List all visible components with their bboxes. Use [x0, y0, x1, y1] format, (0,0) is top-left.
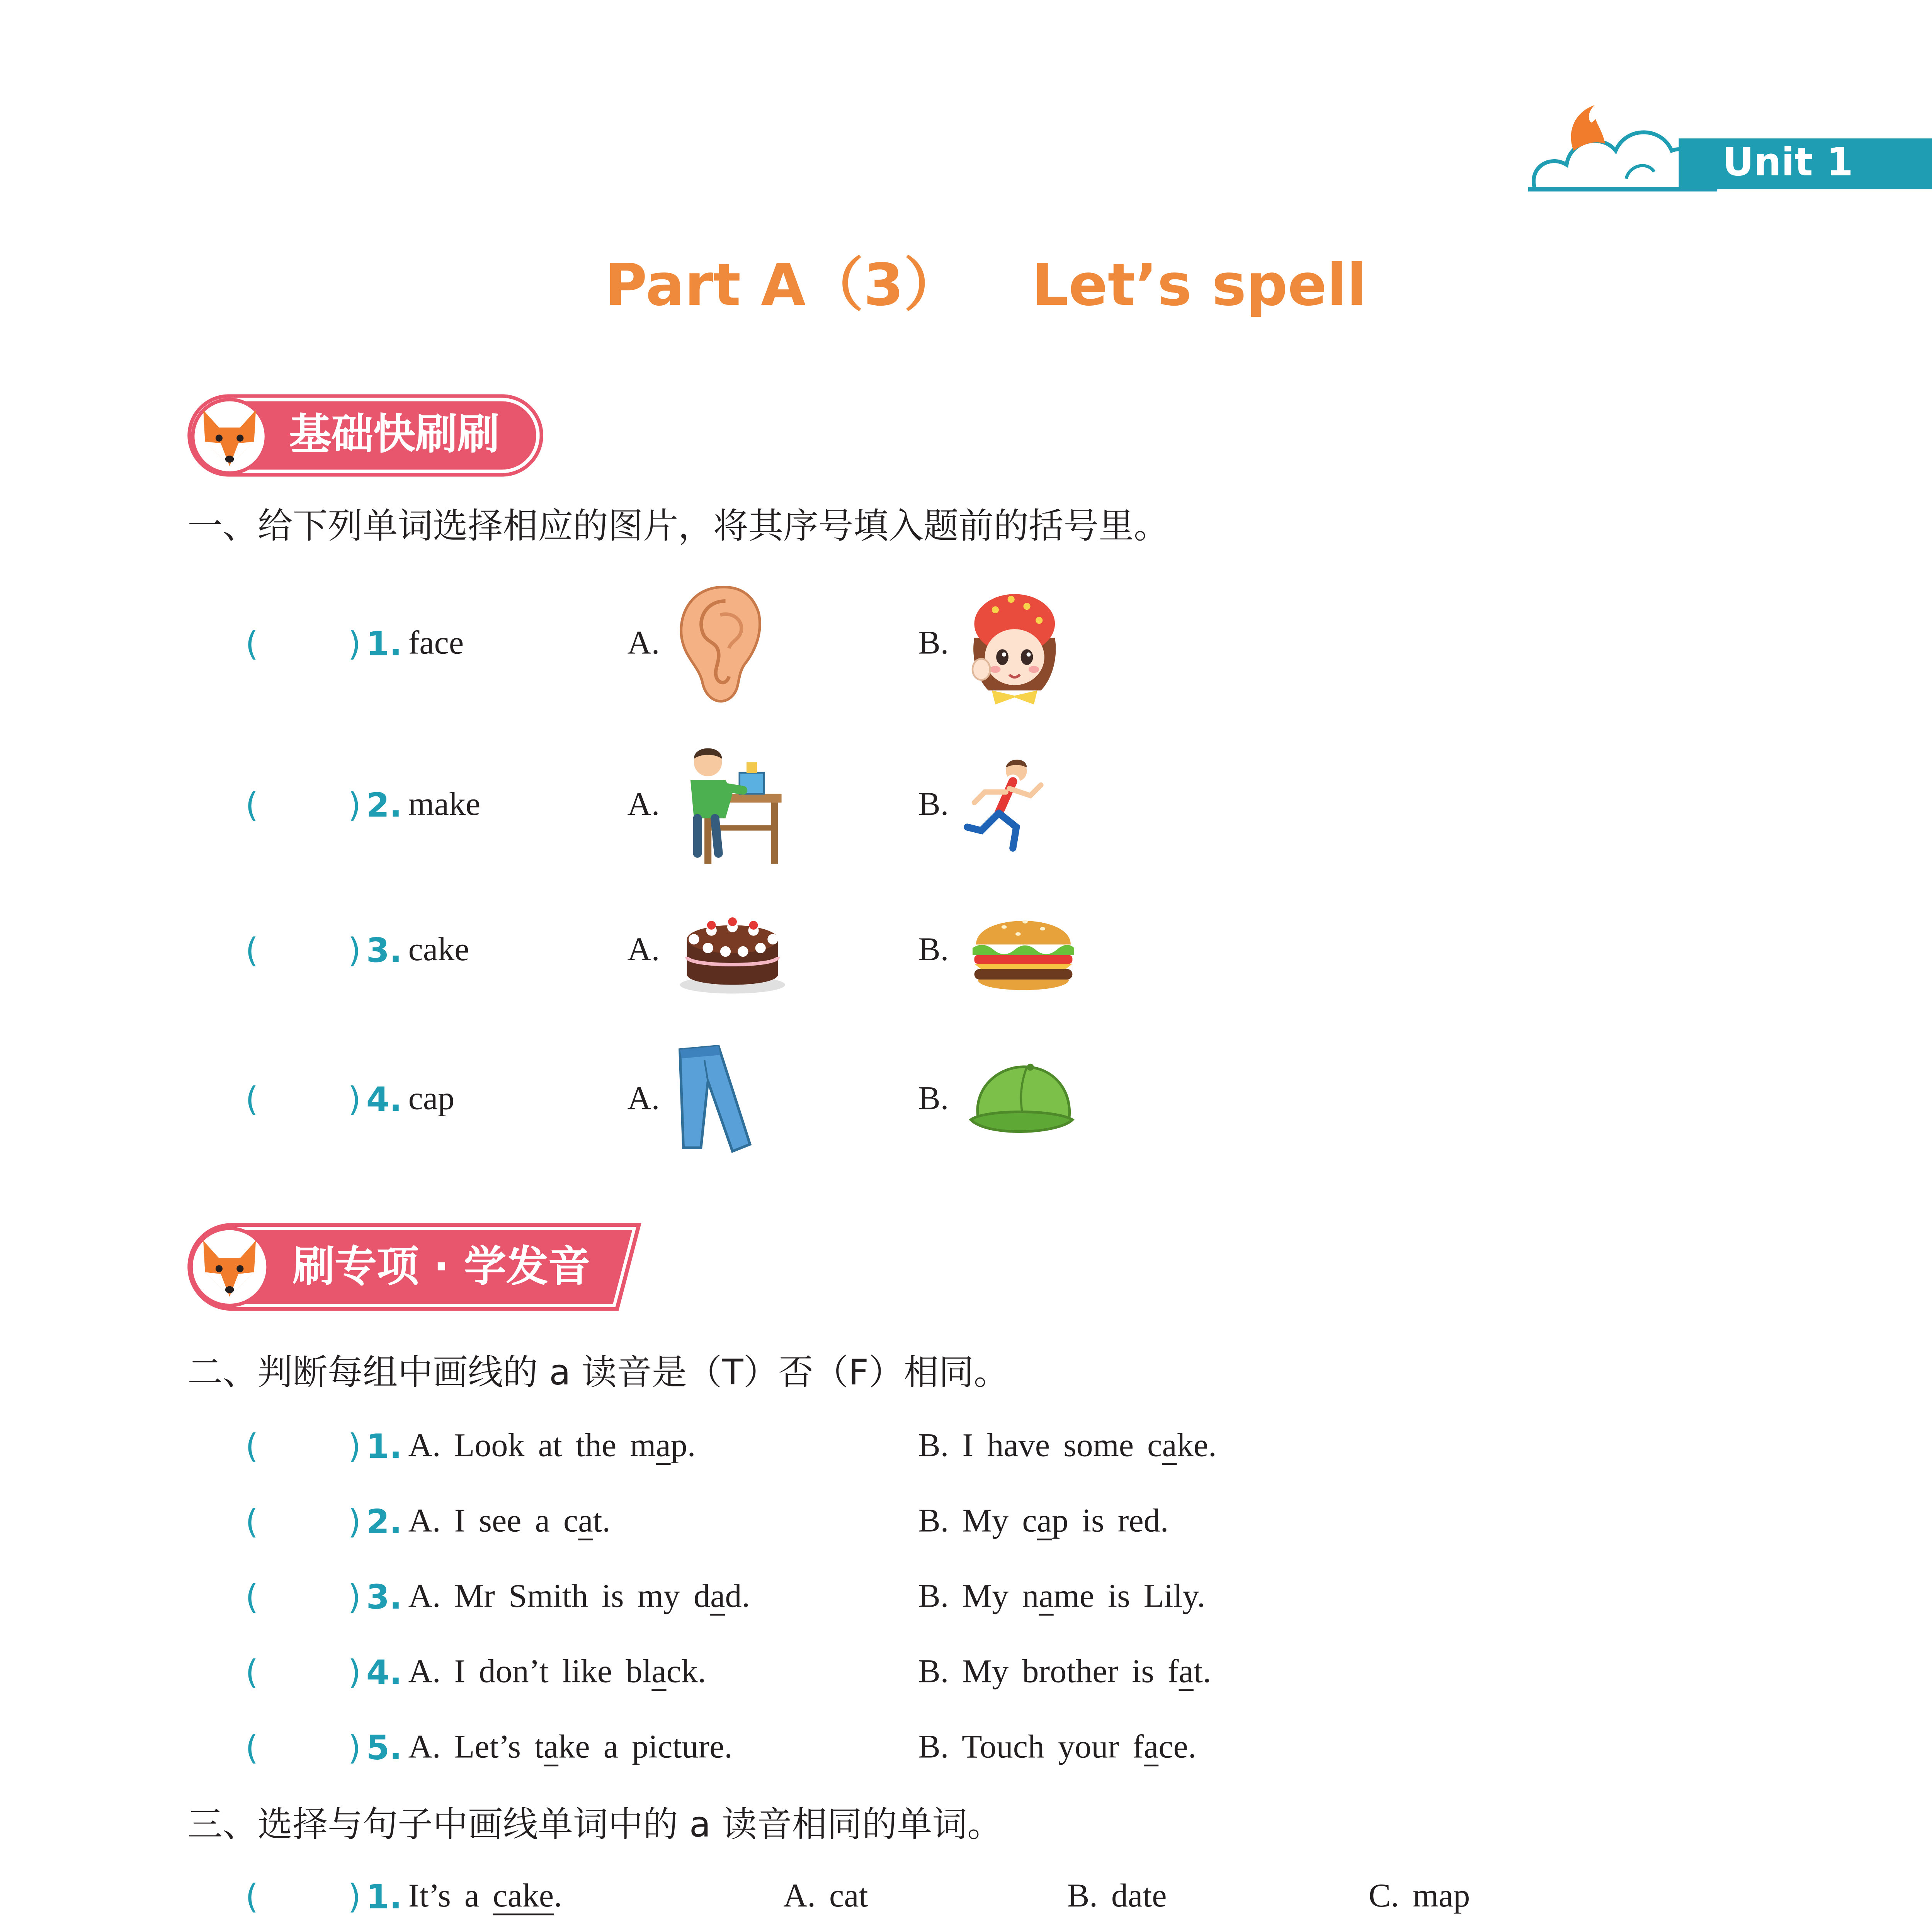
bracket-close: ) — [348, 1654, 361, 1693]
item-number: 2. — [366, 1503, 402, 1542]
option-c: C. map — [1368, 1878, 1470, 1915]
sentence-text: A. I see a c — [408, 1503, 578, 1541]
answer-blank[interactable] — [242, 622, 361, 668]
item-word: make — [408, 787, 481, 824]
underlined-letter: a — [543, 1730, 559, 1767]
underlined-letter: a — [1179, 1654, 1194, 1691]
sentence-a — [408, 1425, 696, 1470]
sentence-b — [918, 1425, 1216, 1470]
sentence-b — [918, 1575, 1205, 1621]
sentence-text: A. Look at the m — [408, 1428, 656, 1465]
unit-label: Unit 1 — [1722, 142, 1854, 186]
title-lesson: Let’s spell — [1031, 250, 1367, 319]
sentence-text: It’s a — [408, 1878, 493, 1915]
sentence-text: B. I have some c — [918, 1428, 1162, 1465]
title-part: Part A（3） — [605, 250, 962, 319]
q1-heading: 一、给下列单词选择相应的图片，将其序号填入题前的括号里。 — [187, 505, 1169, 547]
sentence-text: p is red. — [1051, 1503, 1169, 1541]
answer-blank[interactable] — [242, 1575, 361, 1621]
item-number: 3. — [366, 932, 402, 971]
answer-blank[interactable] — [242, 1726, 361, 1772]
option-b-label: B. — [918, 787, 949, 824]
bracket-open: ( — [245, 932, 259, 971]
sentence-b — [918, 1651, 1211, 1696]
bracket-open: ( — [245, 787, 259, 825]
option-b-label: B. — [918, 625, 949, 663]
badge-basic-label: 基础快刷刷 — [289, 410, 500, 459]
bracket-close: ) — [348, 1730, 361, 1768]
running-boy-image — [960, 757, 1048, 855]
sentence-text: B. My c — [918, 1503, 1037, 1541]
cake-image — [677, 904, 789, 995]
sentence-a — [408, 1726, 733, 1772]
underlined-letter: a — [1039, 1579, 1054, 1616]
underlined-letter: a — [1144, 1730, 1159, 1767]
q2-item — [0, 1575, 1932, 1621]
answer-blank[interactable] — [242, 783, 361, 829]
answer-blank[interactable] — [242, 1425, 361, 1470]
girl-face-image — [957, 585, 1072, 708]
answer-blank[interactable] — [242, 929, 361, 975]
option-a-label: A. — [627, 787, 660, 824]
option-b-label: B. — [918, 932, 949, 969]
sentence — [408, 1875, 562, 1920]
underlined-letter: a — [578, 1503, 593, 1541]
sentence-text: B. Touch your f — [918, 1730, 1144, 1767]
bracket-open: ( — [245, 1428, 259, 1467]
answer-blank[interactable] — [242, 1500, 361, 1546]
sentence-text: p. — [670, 1428, 696, 1465]
boy-making-model-image — [673, 741, 785, 867]
item-word: face — [408, 625, 464, 663]
underlined-letter: a — [710, 1579, 725, 1616]
sentence-text: . — [554, 1878, 562, 1915]
option-b-label: B. — [918, 1081, 949, 1118]
answer-blank[interactable] — [242, 1875, 361, 1920]
jeans-image — [673, 1043, 757, 1158]
badge-special-label: 刷专项 · 学发音 — [293, 1242, 590, 1292]
bracket-close: ) — [348, 1579, 361, 1617]
bracket-open: ( — [245, 625, 259, 664]
bracket-open: ( — [245, 1878, 259, 1917]
sentence-text: ce. — [1158, 1730, 1197, 1767]
sentence-b — [918, 1500, 1168, 1546]
item-number: 5. — [366, 1730, 402, 1768]
bracket-close: ) — [348, 625, 361, 664]
item-number: 2. — [366, 787, 402, 825]
sentence-a — [408, 1575, 750, 1621]
item-word: cap — [408, 1081, 455, 1118]
option-a-label: A. — [627, 932, 660, 969]
hamburger-image — [969, 903, 1078, 999]
sentence-text: A. Let’s t — [408, 1730, 544, 1767]
q3-heading: 三、选择与句子中画线单词中的 a 读音相同的单词。 — [187, 1803, 1002, 1845]
sentence-text: A. Mr Smith is my d — [408, 1579, 711, 1616]
underlined-letter: a — [1037, 1503, 1052, 1541]
item-number: 1. — [366, 1878, 402, 1917]
sentence-text: B. My n — [918, 1579, 1039, 1616]
bracket-close: ) — [348, 1428, 361, 1467]
sentence-text: me is Lily. — [1053, 1579, 1206, 1616]
answer-blank[interactable] — [242, 1078, 361, 1123]
item-number: 4. — [366, 1654, 402, 1693]
bracket-open: ( — [245, 1730, 259, 1768]
sentence-text: ke a picture. — [558, 1730, 733, 1767]
bracket-close: ) — [348, 932, 361, 971]
page-title — [0, 242, 1932, 330]
q2-item — [0, 1651, 1932, 1696]
bracket-open: ( — [245, 1081, 259, 1120]
underlined-letter: a — [656, 1428, 671, 1465]
q2-item — [0, 1500, 1932, 1546]
ear-image — [671, 582, 769, 708]
unit-tab — [1679, 138, 1932, 189]
sentence-a — [408, 1500, 611, 1546]
item-word: cake — [408, 932, 469, 969]
sentence-text: ke. — [1177, 1428, 1217, 1465]
cap-image — [967, 1060, 1076, 1141]
sentence-text: A. I don’t like bl — [408, 1654, 652, 1691]
sentence-text: d. — [725, 1579, 750, 1616]
sentence-text: t. — [1193, 1654, 1211, 1691]
bracket-open: ( — [245, 1654, 259, 1693]
underlined-word: cake — [493, 1878, 554, 1915]
q2-heading: 二、判断每组中画线的 a 读音是（T）否（F）相同。 — [187, 1351, 1009, 1393]
bracket-close: ) — [348, 1503, 361, 1542]
fox-mascot-icon — [189, 396, 270, 477]
underlined-letter: a — [1162, 1428, 1177, 1465]
item-number: 1. — [366, 1428, 402, 1467]
option-a: A. cat — [783, 1878, 868, 1915]
bracket-close: ) — [348, 1081, 361, 1120]
item-number: 3. — [366, 1579, 402, 1617]
sentence-text: B. My brother is f — [918, 1654, 1179, 1691]
item-number: 1. — [366, 625, 402, 664]
bracket-open: ( — [245, 1579, 259, 1617]
underlined-letter: a — [651, 1654, 667, 1691]
item-number: 4. — [366, 1081, 402, 1120]
answer-blank[interactable] — [242, 1651, 361, 1696]
sentence-text: ck. — [666, 1654, 706, 1691]
q3-item — [0, 1875, 1932, 1920]
sentence-a — [408, 1651, 706, 1696]
sentence-b — [918, 1726, 1196, 1772]
bracket-close: ) — [348, 787, 361, 825]
option-a-label: A. — [627, 625, 660, 663]
q2-item — [0, 1726, 1932, 1772]
q1-item — [0, 929, 1932, 975]
bracket-close: ) — [348, 1878, 361, 1917]
option-b: B. date — [1067, 1878, 1167, 1915]
q2-item — [0, 1425, 1932, 1470]
option-a-label: A. — [627, 1081, 660, 1118]
sentence-text: t. — [593, 1503, 611, 1541]
bracket-open: ( — [245, 1503, 259, 1542]
q1-item — [0, 1078, 1932, 1123]
